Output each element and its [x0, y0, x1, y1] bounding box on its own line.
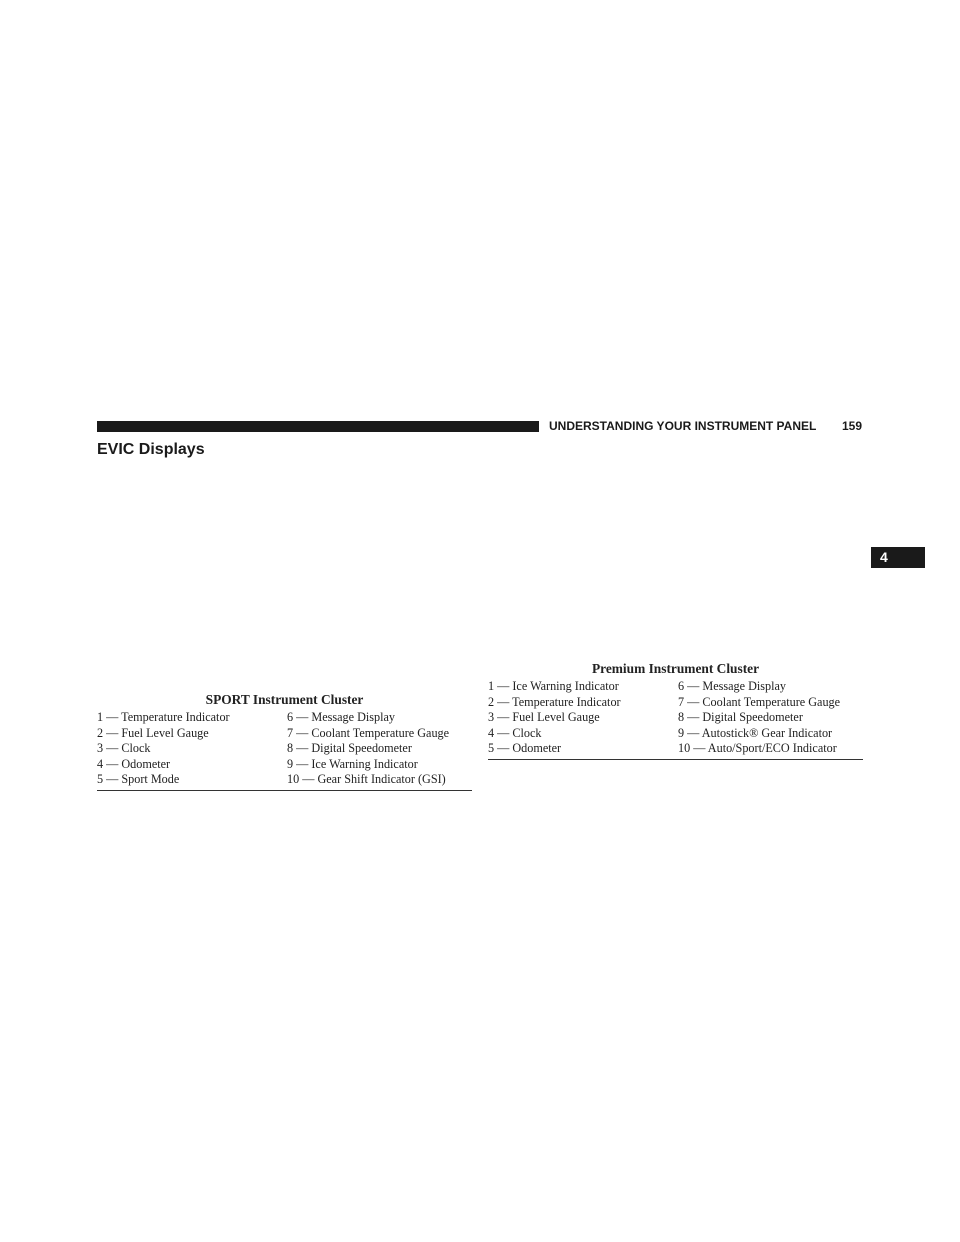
legend-item: 7 — Coolant Temperature Gauge	[678, 694, 841, 709]
legend-row	[97, 710, 472, 726]
legend-item: 8 — Digital Speedometer	[678, 710, 803, 724]
legend-item: 10 — Auto/Sport/ECO Indicator	[678, 741, 837, 755]
legend-item: 2 — Fuel Level Gauge	[97, 725, 209, 740]
legend-item: 1 — Ice Warning Indicator	[488, 679, 619, 693]
legend-divider	[97, 790, 472, 791]
legend-item: 5 — Odometer	[488, 741, 562, 755]
premium-cluster-title: Premium Instrument Cluster	[591, 661, 760, 676]
legend-item: 2 — Temperature Indicator	[488, 694, 621, 709]
legend-item: 6 — Message Display	[678, 679, 786, 693]
premium-cluster-legend	[488, 660, 863, 760]
running-header-title: UNDERSTANDING YOUR INSTRUMENT PANEL	[549, 419, 817, 433]
legend-item: 9 — Autostick® Gear Indicator	[678, 725, 833, 740]
header-rule-bar	[97, 421, 539, 432]
legend-row	[488, 741, 863, 757]
legend-item: 1 — Temperature Indicator	[97, 710, 230, 724]
legend-item: 8 — Digital Speedometer	[287, 741, 412, 755]
legend-row	[488, 726, 863, 742]
legend-row	[488, 710, 863, 726]
page-number: 159	[842, 419, 863, 433]
legend-item: 4 — Clock	[488, 725, 542, 740]
legend-row	[488, 695, 863, 711]
legend-row	[488, 679, 863, 695]
sport-cluster-legend	[97, 691, 472, 791]
legend-row	[97, 757, 472, 773]
legend-divider	[488, 759, 863, 760]
legend-item: 4 — Odometer	[97, 756, 171, 771]
legend-row	[97, 741, 472, 757]
legend-item: 10 — Gear Shift Indicator (GSI)	[287, 772, 446, 786]
sport-cluster-title: SPORT Instrument Cluster	[205, 692, 364, 707]
legend-item: 6 — Message Display	[287, 710, 395, 724]
legend-item: 3 — Fuel Level Gauge	[488, 710, 600, 724]
legend-item: 5 — Sport Mode	[97, 772, 180, 786]
legend-item: 7 — Coolant Temperature Gauge	[287, 725, 450, 740]
chapter-tab: 4	[871, 547, 925, 568]
legend-row	[97, 726, 472, 742]
legend-row	[97, 772, 472, 788]
legend-item: 9 — Ice Warning Indicator	[287, 756, 418, 771]
legend-item: 3 — Clock	[97, 741, 151, 755]
section-heading: EVIC Displays	[97, 441, 205, 458]
